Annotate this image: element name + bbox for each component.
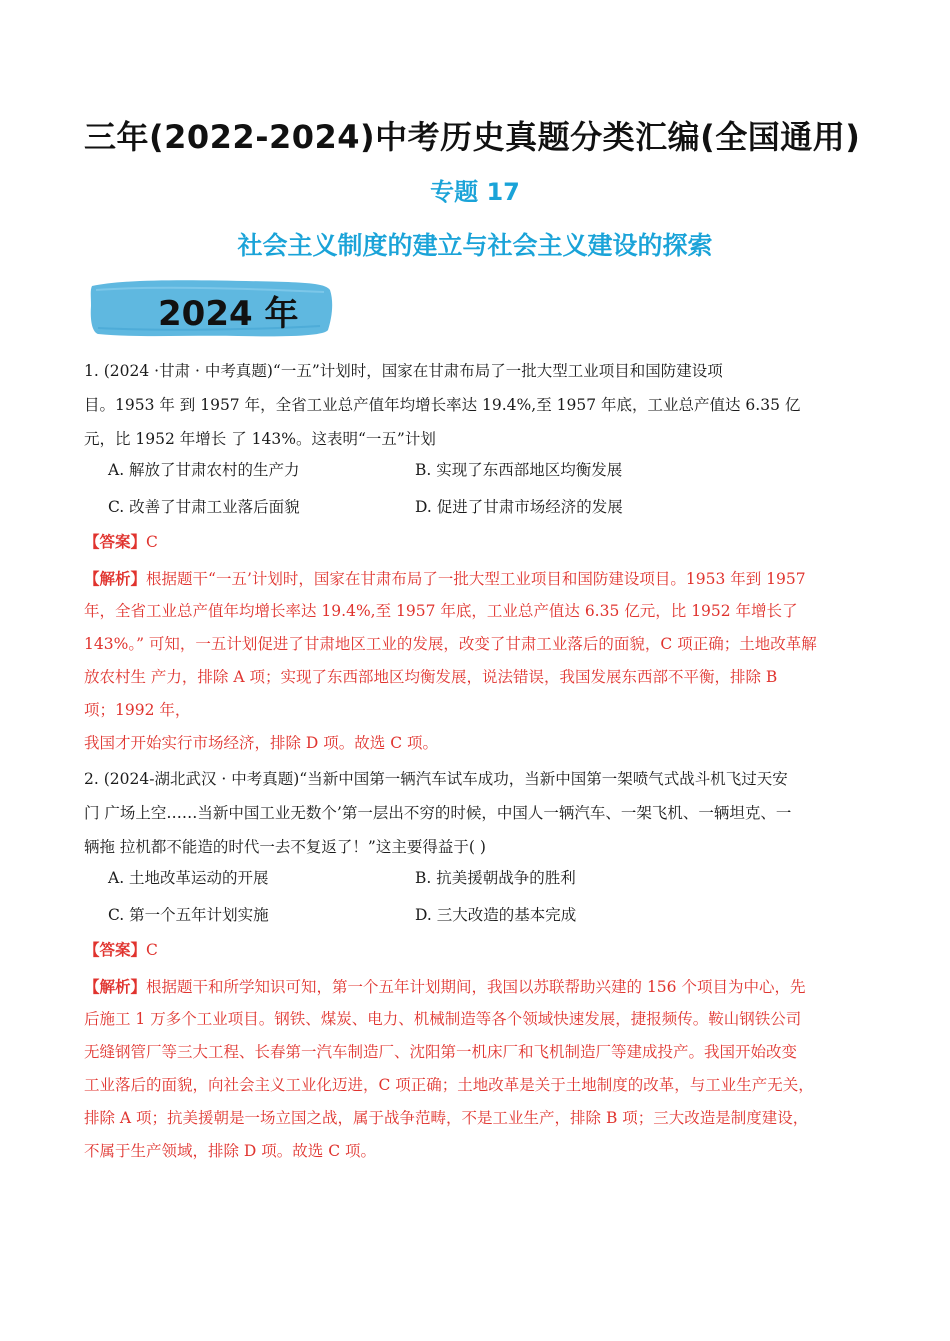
option-b: B. 抗美援朝战争的胜利: [415, 869, 576, 887]
question-1-line-3: 元，比 1952 年增长 了 143%。这表明“一五”计划: [84, 430, 436, 448]
question-2-line-1: 2. (2024-湖北武汉 · 中考真题)“当新中国第一辆汽车试车成功，当新中国第一架喷气式战斗机飞过天安: [84, 770, 788, 788]
option-a: A. 解放了甘肃农村的生产力: [108, 461, 300, 479]
question-2-line-3: 辆拖 拉机都不能造的时代一去不复返了！”这主要得益于( ): [84, 838, 486, 856]
option-d: D. 促进了甘肃市场经济的发展: [415, 498, 623, 516]
answer-tag: 【答案】: [84, 940, 147, 959]
analysis-line: 根据题干和所学知识可知，第一个五年计划期间，我国以苏联帮助兴建的 156 个项目为中心，先: [146, 978, 806, 996]
analysis-line: 无缝钢管厂等三大工程、长春第一汽车制造厂、沈阳第一机床厂和飞机制造厂等建成投产。我国开始改变: [84, 1043, 798, 1061]
topic-number: 专题 17: [430, 178, 520, 206]
analysis-line: 不属于生产领域，排除 D 项。故选 C 项。: [84, 1142, 376, 1160]
page-title: 三年(2022-2024)中考历史真题分类汇编(全国通用): [84, 118, 861, 156]
topic-subtitle: 社会主义制度的建立与社会主义建设的探索: [237, 231, 713, 260]
question-1-answer: [84, 530, 158, 552]
analysis-line: 后施工 1 万多个工业项目。钢铁、煤炭、电力、机械制造等各个领域快速发展，捷报频传。鞍山钢铁公司: [84, 1010, 802, 1028]
question-2-line-2: 门 广场上空……当新中国工业无数个’第一层出不穷的时候，中国人一辆汽车、一架飞机、一辆坦克、一: [84, 804, 792, 822]
question-2-analysis: [84, 970, 884, 1168]
question-2-answer: [84, 938, 158, 960]
option-b: B. 实现了东西部地区均衡发展: [415, 461, 623, 479]
analysis-tag: 【解析】: [84, 569, 147, 588]
analysis-line: 我国才开始实行市场经济，排除 D 项。故选 C 项。: [84, 734, 438, 752]
question-2: [84, 762, 874, 864]
answer-value: C: [146, 941, 158, 959]
analysis-line: 项；1992 年，: [84, 701, 191, 719]
analysis-line: 年，全省工业总产值年均增长率达 19.4%,至 1957 年底，工业总产值达 6.35 亿元，比 1952 年增长了: [84, 602, 798, 620]
question-1: [84, 354, 874, 456]
option-a: A. 土地改革运动的开展: [108, 869, 269, 887]
answer-tag: 【答案】: [84, 532, 147, 551]
question-1-line-2: 目。1953 年 到 1957 年，全省工业总产值年均增长率达 19.4%,至 1957 年底，工业总产值达 6.35 亿: [84, 396, 801, 414]
question-1-line-1: 1. (2024 ·甘肃 · 中考真题)“一五”计划时，国家在甘肃布局了一批大型工业项目和国防建设项: [84, 362, 723, 380]
question-1-analysis: [84, 562, 884, 760]
analysis-line: 排除 A 项；抗美援朝是一场立国之战，属于战争范畴，不是工业生产，排除 B 项；三大改造是制度建设，: [84, 1109, 809, 1127]
analysis-line: 根据题干“一五’计划时，国家在甘肃布局了一批大型工业项目和国防建设项目。1953 年到 1957: [146, 570, 806, 588]
analysis-tag: 【解析】: [84, 977, 147, 996]
analysis-line: 143%。” 可知，一五计划促进了甘肃地区工业的发展，改变了甘肃工业落后的面貌，C 项正确；土地改革解: [84, 635, 817, 653]
option-d: D. 三大改造的基本完成: [415, 906, 577, 924]
year-label: 2024 年: [158, 294, 299, 334]
year-banner: [88, 276, 334, 340]
analysis-line: 放农村生 产力，排除 A 项；实现了东西部地区均衡发展，说法错误，我国发展东西部不平衡，排除 B: [84, 668, 778, 686]
analysis-line: 工业落后的面貌，向社会主义工业化迈进，C 项正确；土地改革是关于土地制度的改革，与工业生产无关，: [84, 1076, 814, 1094]
answer-value: C: [146, 533, 158, 551]
option-c: C. 第一个五年计划实施: [108, 906, 269, 924]
option-c: C. 改善了甘肃工业落后面貌: [108, 498, 300, 516]
